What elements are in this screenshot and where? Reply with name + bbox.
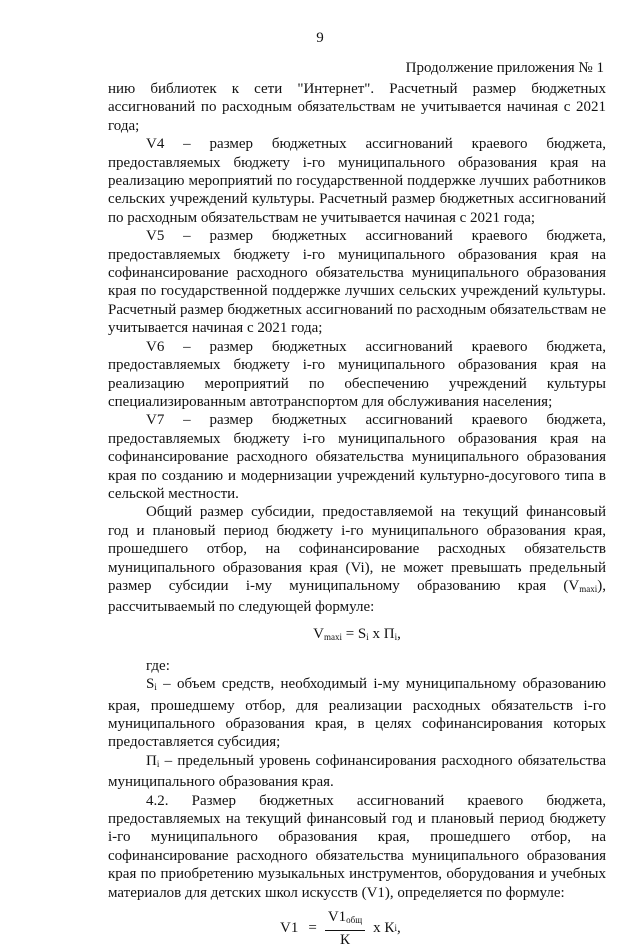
definition-si-sub: i [154,682,157,693]
formula-v1-num-sub: общ [346,914,363,925]
document-body [108,80,606,950]
definition-pi [108,752,606,792]
definition-si [108,675,606,752]
paragraph-v6: V6 – размер бюджетных ассигнований краевого бюджета, предоставляемых бюджету i-го муниципального образования края на реализацию мероприятий по обеспечению учреждений культуры специализированным автотранспортом для обслуживания населения; [108,338,606,410]
formula-vmax-s-sub: i [366,631,369,642]
page-number: 9 [316,30,324,46]
paragraph-continuation: нию библиотек к сети "Интернет". Расчетный размер бюджетных ассигнований по расходным обязательствам не учитывается начиная с 2021 года; [108,81,606,134]
formula-v1-fraction [325,908,365,949]
formula-v1 [108,906,606,950]
paragraph-v4: V4 – размер бюджетных ассигнований краевого бюджета, предоставляемых бюджету i-го муниципального образования края на реализацию мероприятий по государственной поддержке лучших работников сельских учреждений культуры. Расчетный размер бюджетных ассигнований по расходным обязательствам не учитывается начиная с 2021 года; [108,136,606,226]
formula-vmax-p: x П [368,625,395,642]
formula-v1-numerator [325,908,365,931]
formula-vmax-lhs: V [313,625,324,642]
paragraph-subsidy [108,503,606,616]
formula-v1-num-text: V1 [327,908,347,925]
formula-v1-lhs: V1 [280,919,299,936]
formula-v1-denominator: К [339,931,350,948]
subsidy-text-after: ), рассчитываемый по следующей формуле: [108,577,606,616]
formula-vmax-p-sub: i [394,631,398,642]
formula-vmax-end: , [397,625,401,642]
formula-v1-end: , [396,919,401,936]
definition-pi-symbol: П [146,752,157,769]
definition-si-text: – объем средств, необходимый i-му муниципальному образованию края, прошедшему отбор, для реализации расходных обязательств i-го муниципального образования края, в целях софинансирования которых предоставляется субсидия; [108,676,606,751]
formula-vmax [108,623,606,645]
formula-v1-eq: = [308,919,317,936]
where-label: где: [146,657,170,674]
formula-v1-k-sub: i [394,922,397,933]
formula-vmax-lhs-sub: maxi [323,631,342,642]
definition-pi-text: – предельный уровень софинансирования расходного обязательства муниципального образования края. [108,752,606,791]
formula-v1-k: x К [373,919,395,936]
definition-si-symbol: S [146,676,155,693]
definition-pi-sub: i [156,758,160,769]
subsidy-subscript: maxi [579,583,598,594]
paragraph-v5: V5 – размер бюджетных ассигнований краевого бюджета, предоставляемых бюджету i-го муниципального образования края на софинансирование расходного обязательства муниципального образования края по государственной поддержке лучших сельских учреждений культуры. Расчетный размер бюджетных ассигнований по расходным обязательствам не учитывается начиная с 2021 года; [108,228,606,337]
appendix-note: Продолжение приложения № 1 [405,60,604,76]
formula-vmax-s: = S [341,625,367,642]
paragraph-v7: V7 – размер бюджетных ассигнований краевого бюджета, предоставляемых бюджету i-го муниципального образования края на софинансирование расходного обязательства муниципального образования края по созданию и модернизации учреждений культурно-досугового типа в сельской местности. [108,412,606,502]
subsidy-text-before: Общий размер субсидии, предоставляемой на текущий финансовый год и плановый период бюджету i-го муниципального образования края, прошедшего отбор, на софинансирование расходных обязательств муниципального образования края (Vi), не может превышать предельный размер субсидии i-му муниципальному образованию края (V [108,504,606,594]
paragraph-4-2: 4.2. Размер бюджетных ассигнований краевого бюджета, предоставляемых на текущий финансовый год и плановый период бюджету i-го муниципального образования края, прошедшего отбор, на софинансирование расходного обязательства муниципального образования края по приобретению музыкальных инструментов, оборудования и учебных материалов для детских школ искусств (V1), определяется по формуле: [108,792,606,901]
